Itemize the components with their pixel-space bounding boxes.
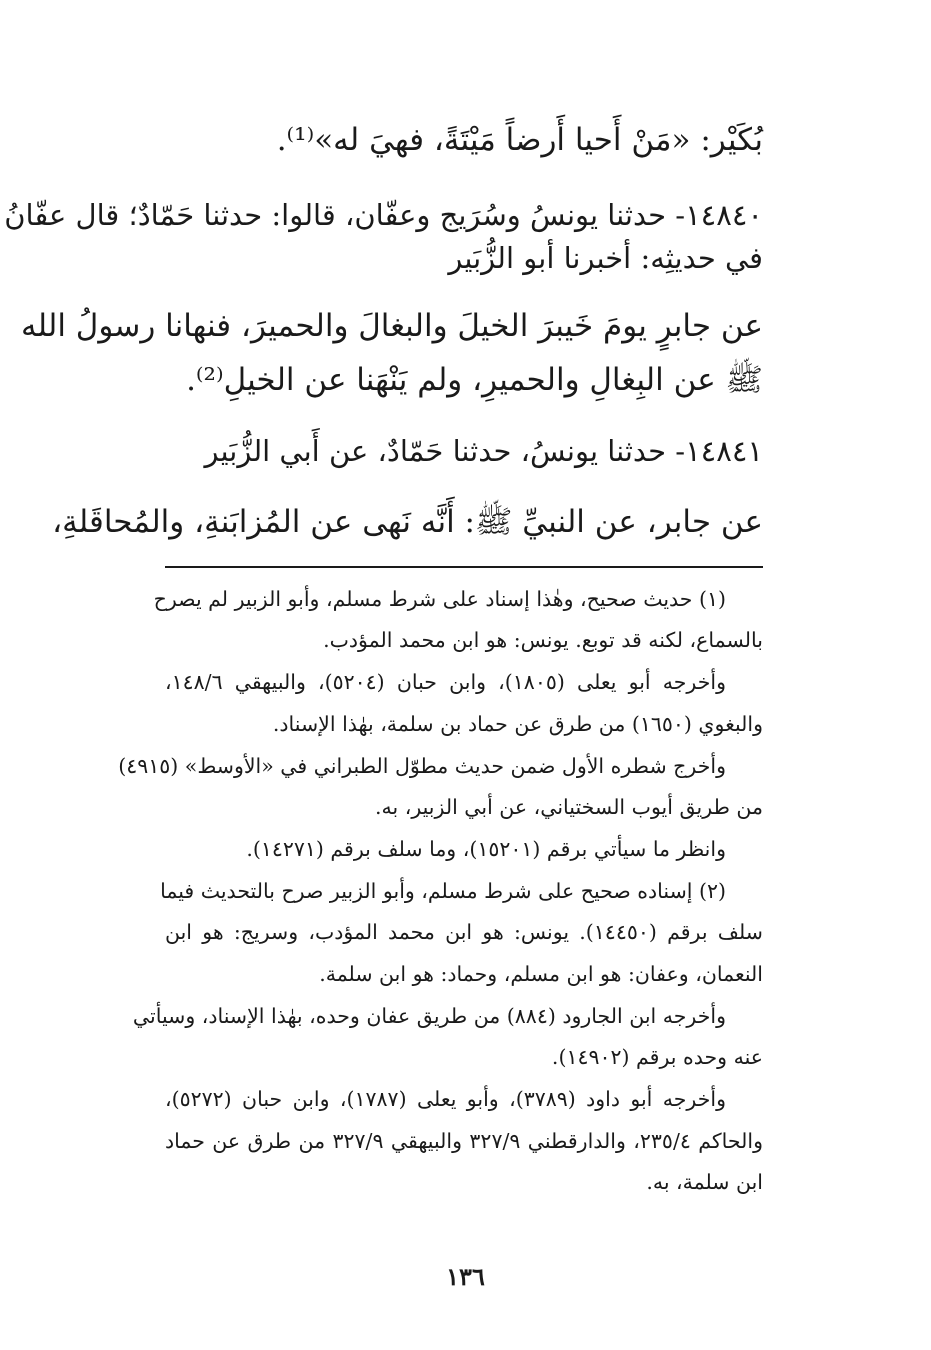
footnote-line: وأخرج شطره الأول ضمن حديث مطوّل الطبراني في «الأوسط» (٤٩١٥) <box>118 754 726 778</box>
footnote-line: والحاكم ٢٣٥/٤، والدارقطني ٣٢٧/٩ والبيهقي ٣٢٧/٩ من طرق عن حماد <box>165 1129 763 1153</box>
hadith-14841-matn-line: عن جابر، عن النبيِّ ﷺ: أَنَّه نَهى عن المُزابَنةِ، والمُحاقَلةِ، <box>52 504 763 540</box>
footnote-line: سلف برقم (١٤٤٥٠). يونس: هو ابن محمد المؤدب، وسريج: هو ابن <box>165 920 763 944</box>
footnote-line: من طريق أيوب السختياني، عن أبي الزبير، به. <box>374 795 763 819</box>
footnote-line: بالسماع، لكنه قد توبع. يونس: هو ابن محمد المؤدب. <box>323 628 763 652</box>
footnote-line: عنه وحده برقم (١٤٩٠٢). <box>551 1045 763 1069</box>
page-number: ١٣٦ <box>446 1262 485 1291</box>
footnote-line: النعمان، وعفان: هو ابن مسلم، وحماد: هو ابن سلمة. <box>319 962 763 986</box>
footnote-line: (٢) إسناده صحيح على شرط مسلم، وأبو الزبير صرح بالتحديث فيما <box>160 879 726 903</box>
hadith-14841-isnad-line: ١٤٨٤١- حدثنا يونسُ، حدثنا حَمّادٌ، عن أَبي الزُّبَير <box>204 434 763 468</box>
footnote-line: والبغوي (١٦٥٠) من طرق عن حماد بن سلمة، بهٰذا الإسناد. <box>272 712 763 736</box>
hadith-14840-matn-line: عن جابرٍ يومَ خَيبرَ الخيلَ والبغالَ والحميرَ، فنهانا رسولُ الله <box>21 308 763 344</box>
text-line: بُكَيْر: «مَنْ أَحيا أَرضاً مَيْتَةً، فهيَ له»⁽¹⁾. <box>276 122 763 158</box>
footnote-line: وأخرجه ابن الجارود (٨٨٤) من طريق عفان وحده، بهٰذا الإسناد، وسيأتي <box>132 1004 726 1028</box>
footnote-line: وأخرجه أبو يعلى (١٨٠٥)، وابن حبان (٥٢٠٤)، والبيهقي ١٤٨/٦، <box>165 670 726 694</box>
hadith-14840-isnad-line: ١٤٨٤٠- حدثنا يونسُ وسُرَيج وعفّان، قالوا: حدثنا حَمّادٌ؛ قال عفّانُ <box>4 198 763 232</box>
footnote-line: ابن سلمة، به. <box>646 1170 763 1194</box>
footnote-divider <box>165 566 763 568</box>
footnote-line: (١) حديث صحيح، وهٰذا إسناد على شرط مسلم، وأبو الزبير لم يصرح <box>153 587 726 611</box>
hadith-14840-matn-line: ﷺ عن البِغالِ والحميرِ، ولم يَنْهَنا عن الخيلِ⁽²⁾. <box>186 362 763 398</box>
hadith-14840-isnad-line: في حديثِه: أخبرنا أبو الزُّبَير <box>448 241 763 275</box>
footnote-line: وأخرجه أبو داود (٣٧٨٩)، وأبو يعلى (١٧٨٧)، وابن حبان (٥٢٧٢)، <box>165 1087 726 1111</box>
footnote-line: وانظر ما سيأتي برقم (١٥٢٠١)، وما سلف برقم (١٤٢٧١). <box>246 837 726 861</box>
